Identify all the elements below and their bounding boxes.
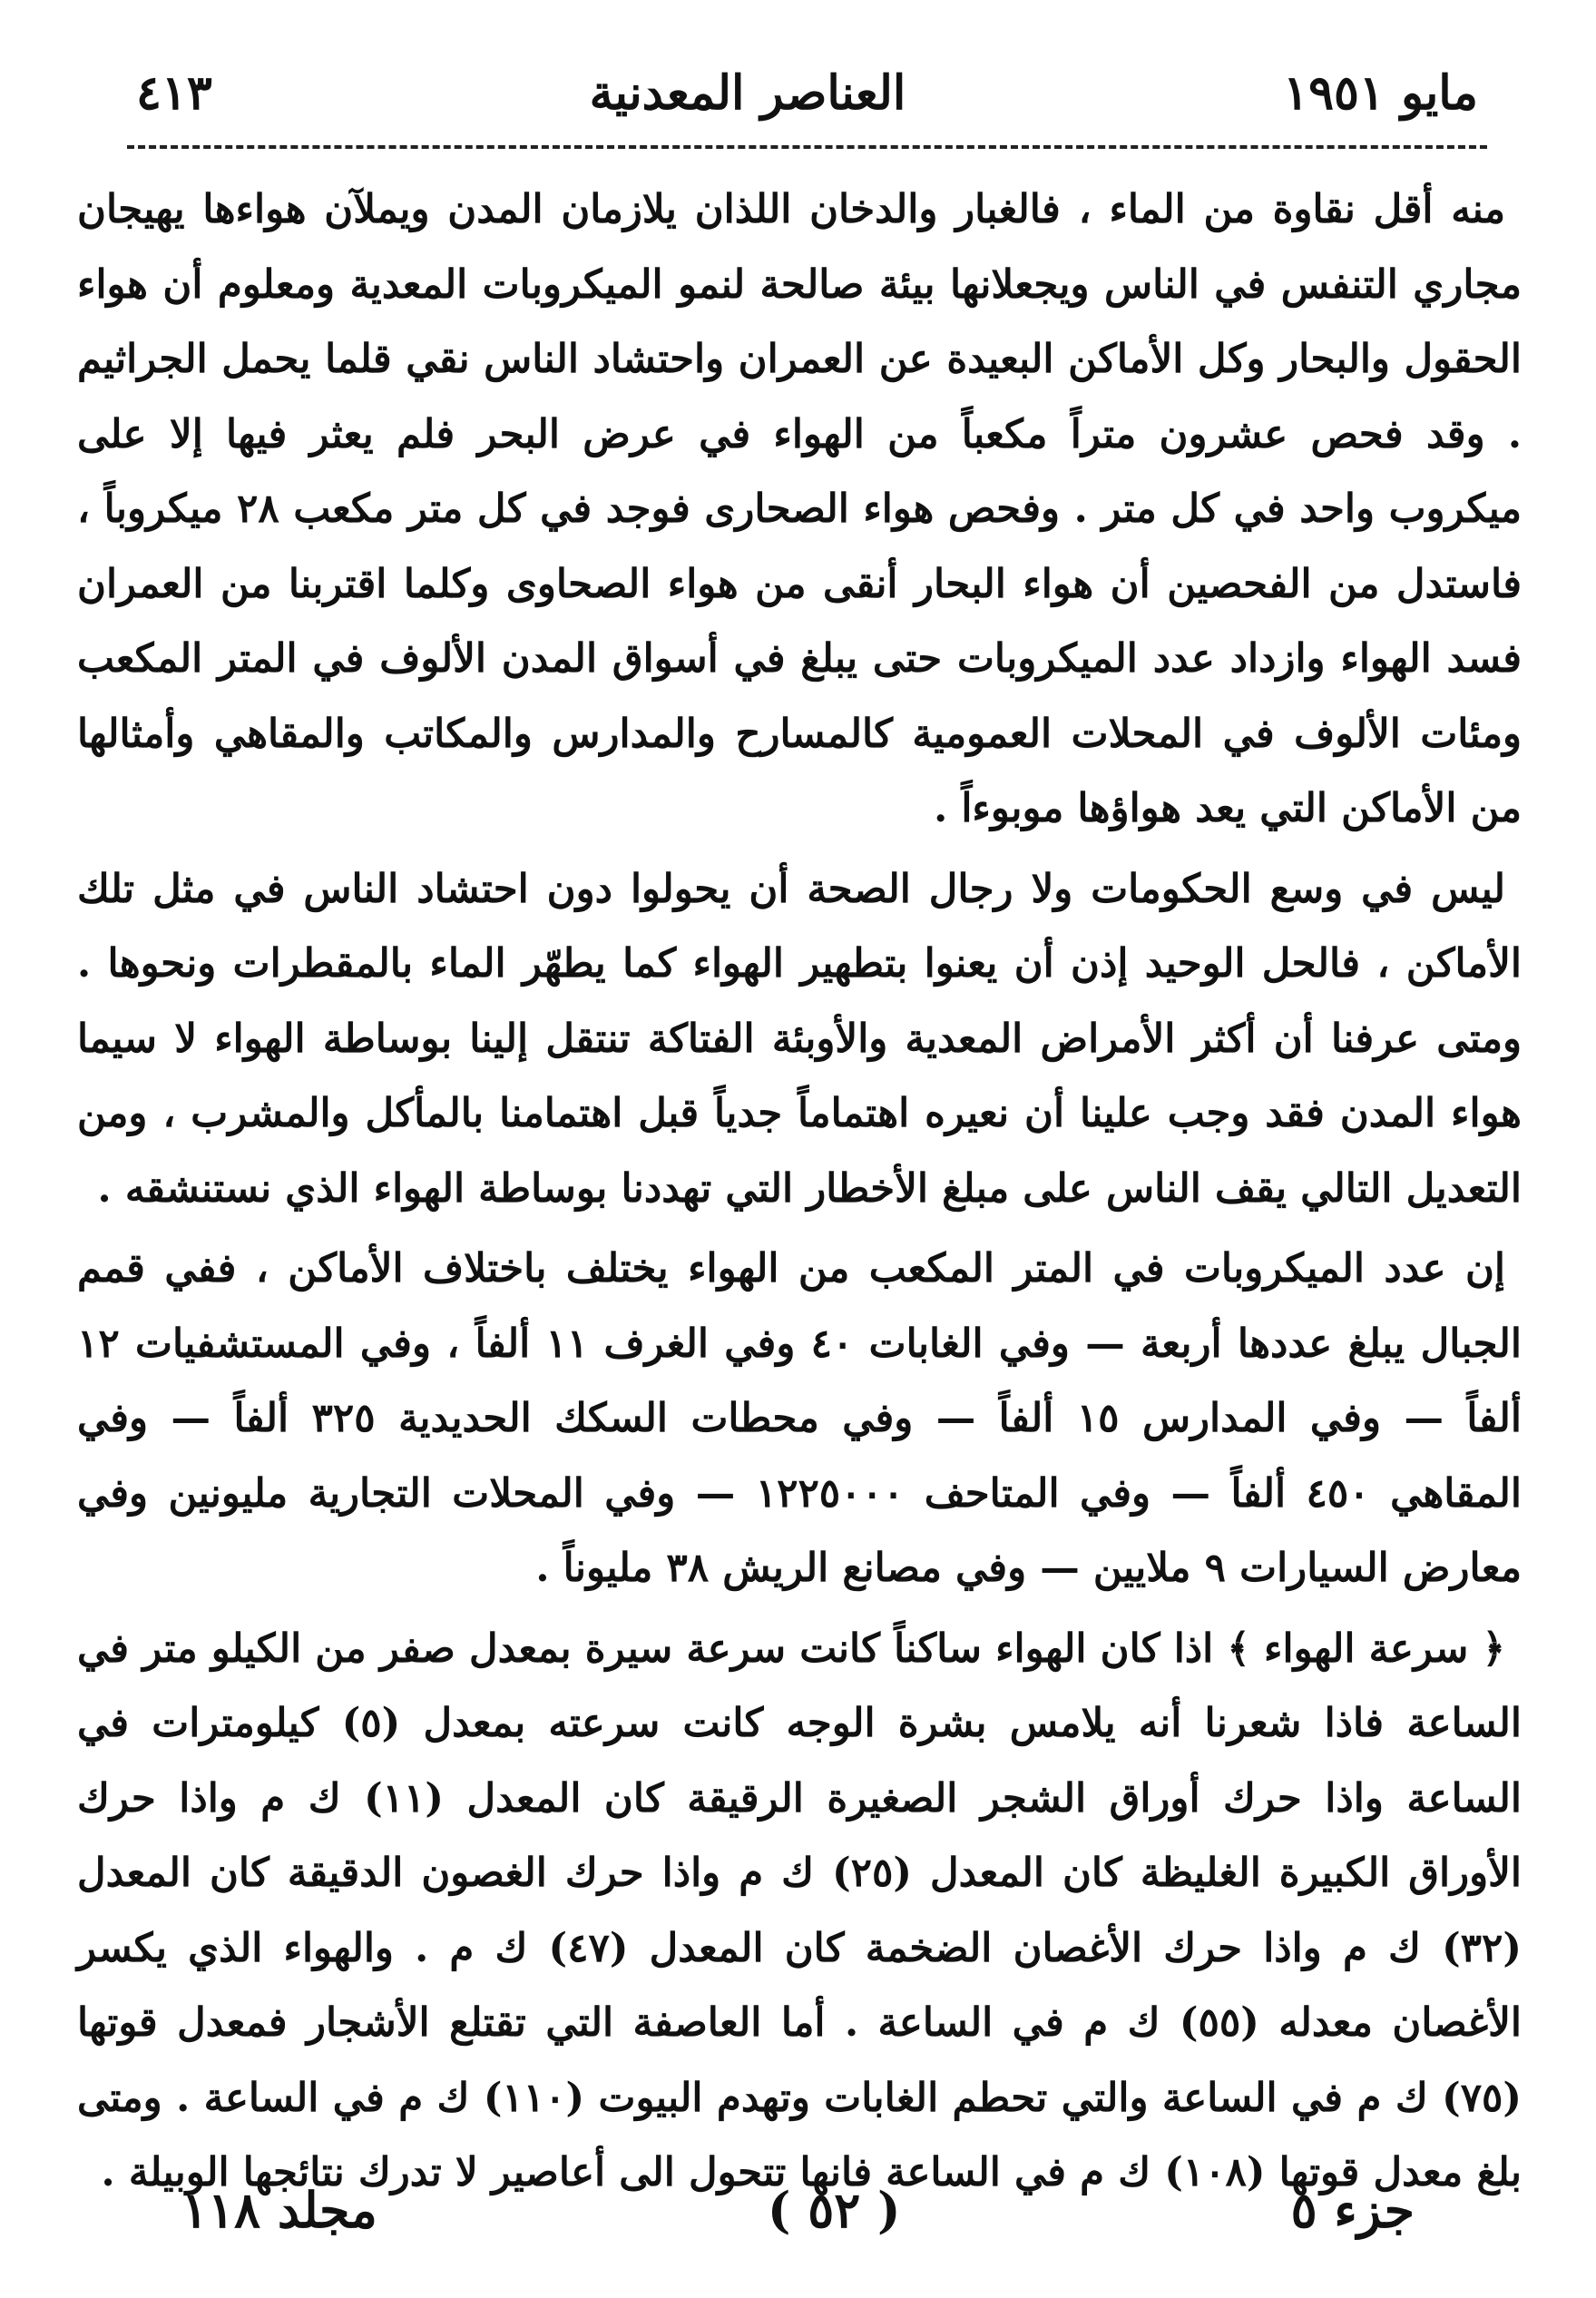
header-divider (127, 145, 1487, 149)
page-footer (181, 2174, 1415, 2246)
header-date: مايو ١٩٥١ (1283, 64, 1478, 121)
header-page-number: ٤١٣ (136, 64, 212, 121)
article-body (77, 172, 1522, 2211)
footer-volume: مجلد ١١٨ (181, 2181, 377, 2239)
paragraph-1: منه أقل نقاوة من الماء ، فالغبار والدخان اللذان يلازمان المدن ويملآن هواءها يهيجان مجاري التنفس في الناس ويجعلانها بيئة صالحة لنمو الميكروبات المعدية ومعلوم أن هواء الحقول والبحار وكل الأماكن البعيدة عن العمران واحتشاد الناس نقي قلما يحمل الجراثيم . وقد فحص عشرون متراً مكعباً من الهواء في عرض البحر فلم يعثر فيها إلا على ميكروب واحد في كل متر . وفحص هواء الصحارى فوجد في كل متر مكعب ٢٨ ميكروباً ، فاستدل من الفحصين أن هواء البحار أنقى من هواء الصحاوى وكلما اقتربنا من العمران فسد الهواء وازداد عدد الميكروبات حتى يبلغ في أسواق المدن الألوف في المتر المكعب ومئات الألوف في المحلات العمومية كالمسارح والمدارس والمكاتب والمقاهي وأمثالها من الأماكن التي يعد هواؤها موبوءاً . (77, 186, 1522, 831)
paragraph-4: ﴿ سرعة الهواء ﴾ اذا كان الهواء ساكناً كانت سرعة سيرة بمعدل صفر من الكيلو متر في الساعة فاذا شعرنا أنه يلامس بشرة الوجه كانت سرعته بمعدل (٥) كيلومترات في الساعة واذا حرك أوراق الشجر الصغيرة الرقيقة كان المعدل (١١) ك م واذا حرك الأوراق الكبيرة الغليظة كان المعدل (٢٥) ك م واذا حرك الغصون الدقيقة كان المعدل (٣٢) ك م واذا حرك الأغصان الضخمة كان المعدل (٤٧) ك م . والهواء الذي يكسر الأغصان معدله (٥٥) ك م في الساعة . أما العاصفة التي تقتلع الأشجار فمعدل قوتها (٧٥) ك م في الساعة والتي تحطم الغابات وتهدم البيوت (١١٠) ك م في الساعة . ومتى بلغ معدل قوتها (١٠٨) ك م في الساعة فانها تتحول الى أعاصير لا تدرك نتائجها الوبيلة . (77, 1625, 1523, 2195)
footer-part: جزء ٥ (1290, 2181, 1415, 2239)
header-title: العناصر المعدنية (589, 64, 906, 121)
footer-sheet-number: ( ٥٢ ) (767, 2181, 901, 2239)
page-header (136, 56, 1478, 129)
paragraph-3: إن عدد الميكروبات في المتر المكعب من الهواء يختلف باختلاف الأماكن ، ففي قمم الجبال يبلغ عددها أربعة — وفي الغابات ٤٠ وفي الغرف ١١ ألفاً ، وفي المستشفيات ١٢ ألفاً — وفي المدارس ١٥ ألفاً — وفي محطات السكك الحديدية ٣٢٥ ألفاً — وفي المقاهي ٤٥٠ ألفاً — وفي المتاحف ١٢٢٥٠٠٠ — وفي المحلات التجارية مليونين وفي معارض السيارات ٩ ملايين — وفي مصانع الريش ٣٨ مليوناً . (77, 1245, 1523, 1591)
paragraph-2: ليس في وسع الحكومات ولا رجال الصحة أن يحولوا دون احتشاد الناس في مثل تلك الأماكن ، فالحل الوحيد إذن أن يعنوا بتطهير الهواء كما يطهّر الماء بالمقطرات ونحوها . ومتى عرفنا أن أكثر الأمراض المعدية والأوبئة الفتاكة تنتقل إلينا بوساطة الهواء لا سيما هواء المدن فقد وجب علينا أن نعيره اهتماماً جدياً قبل اهتمامنا بالمأكل والمشرب ، ومن التعديل التالي يقف الناس على مبلغ الأخطار التي تهددنا بوساطة الهواء الذي نستنشقه . (77, 865, 1522, 1212)
